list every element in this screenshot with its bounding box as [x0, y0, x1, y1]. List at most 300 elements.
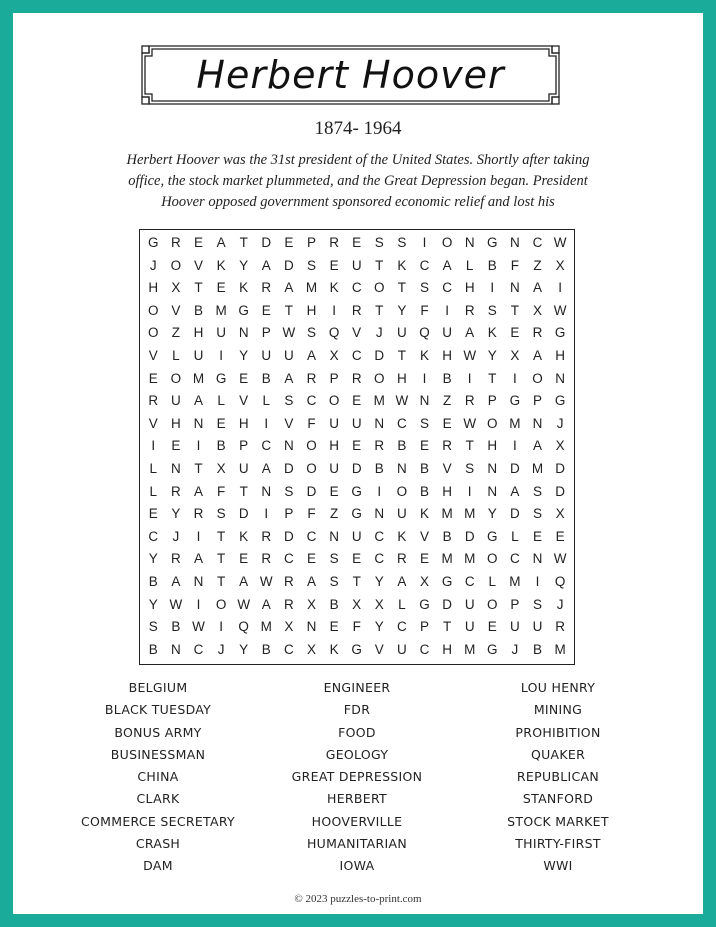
grid-letter: A — [239, 574, 249, 589]
grid-letter: S — [329, 574, 339, 589]
grid-letter: W — [169, 596, 183, 612]
grid-letter: R — [171, 235, 181, 250]
grid-letter: I — [219, 348, 223, 363]
word-list-item: QUAKER — [530, 746, 586, 762]
grid-letter: X — [510, 348, 520, 363]
word-list-item: BLACK TUESDAY — [104, 702, 212, 718]
grid-letter: P — [419, 619, 429, 635]
grid-letter: D — [306, 483, 317, 499]
grid-letter: W — [553, 302, 567, 318]
word-list-item: BUSINESSMAN — [110, 746, 206, 762]
grid-letter: A — [306, 348, 316, 363]
title-banner — [139, 43, 562, 107]
grid-letter: T — [216, 574, 226, 589]
grid-letter: A — [510, 483, 520, 499]
grid-row — [140, 481, 574, 504]
grid-row — [140, 322, 574, 345]
grid-letter: K — [419, 348, 429, 363]
grid-letter: S — [532, 596, 542, 612]
grid-letter: P — [239, 438, 249, 454]
grid-letter: K — [329, 280, 339, 296]
grid-letter: P — [261, 325, 271, 341]
grid-letter: K — [329, 641, 339, 657]
grid-letter: C — [261, 438, 272, 454]
grid-letter: H — [464, 280, 475, 296]
grid-letter: Y — [171, 506, 181, 522]
grid-letter: J — [511, 641, 519, 657]
word-list-item: CRASH — [135, 836, 181, 852]
grid-letter: R — [261, 528, 272, 544]
grid-letter: A — [532, 348, 542, 363]
grid-letter: C — [464, 574, 475, 589]
grid-letter: R — [351, 302, 362, 318]
grid-letter: E — [510, 325, 520, 341]
grid-letter: G — [487, 235, 498, 250]
word-list-column-1 — [43, 677, 273, 878]
grid-row — [140, 368, 574, 391]
word-list-item: MINING — [533, 702, 583, 718]
grid-letter: T — [239, 483, 248, 499]
grid-letter: L — [149, 461, 158, 476]
grid-letter: K — [487, 325, 497, 341]
grid-letter: B — [329, 596, 339, 612]
grid-letter: G — [148, 235, 159, 250]
grid-letter: E — [239, 551, 249, 567]
grid-letter: H — [442, 641, 452, 657]
grid-letter: R — [374, 438, 385, 454]
word-list-item: REPUBLICAN — [516, 769, 600, 785]
word-list-item: THIRTY-FIRST — [515, 836, 601, 852]
grid-letter: T — [216, 528, 226, 544]
grid-letter: A — [532, 438, 542, 454]
grid-letter: I — [332, 302, 336, 318]
grid-row — [140, 639, 574, 662]
grid-letter: E — [352, 438, 362, 454]
grid-letter: E — [148, 506, 158, 522]
grid-letter: X — [532, 302, 542, 318]
grid-letter: U — [397, 641, 407, 657]
grid-letter: W — [463, 415, 477, 431]
grid-letter: S — [284, 393, 294, 409]
grid-letter: S — [306, 325, 316, 341]
grid-letter: A — [465, 325, 475, 341]
grid-letter: W — [237, 596, 251, 612]
grid-letter: P — [487, 393, 497, 409]
grid-letter: S — [487, 302, 497, 318]
grid-letter: L — [149, 483, 158, 499]
grid-letter: N — [374, 415, 385, 431]
grid-letter: H — [487, 438, 498, 454]
page-title: Herbert Hoover — [196, 53, 505, 97]
word-list-item: LOU HENRY — [520, 680, 596, 695]
grid-letter: N — [532, 415, 543, 431]
grid-letter: A — [261, 257, 271, 273]
grid-letter: R — [261, 551, 272, 567]
word-list-item: DAM — [143, 858, 173, 874]
grid-letter: B — [216, 438, 226, 454]
word-list-item: STANFORD — [522, 791, 594, 807]
grid-letter: O — [374, 370, 385, 386]
grid-letter: M — [305, 280, 318, 296]
grid-letter: U — [216, 325, 226, 341]
grid-letter: X — [284, 619, 294, 635]
grid-letter: U — [464, 619, 475, 635]
grid-letter: G — [215, 370, 227, 386]
grid-letter: I — [467, 483, 472, 499]
grid-letter: U — [532, 619, 543, 635]
grid-letter: B — [261, 641, 271, 657]
word-list-item: GREAT DEPRESSION — [291, 769, 423, 785]
grid-letter: V — [193, 257, 203, 273]
word-list-item: FDR — [343, 702, 371, 718]
grid-letter: D — [510, 506, 520, 522]
grid-letter: P — [284, 506, 294, 522]
grid-letter: E — [261, 302, 271, 318]
grid-row — [140, 503, 574, 526]
grid-letter: R — [532, 325, 543, 341]
grid-letter: S — [465, 461, 475, 476]
word-list-item: BELGIUM — [128, 680, 188, 695]
grid-letter: G — [487, 641, 498, 657]
grid-letter: E — [487, 619, 497, 635]
grid-letter: A — [261, 461, 271, 476]
grid-letter: X — [555, 257, 565, 273]
grid-letter: O — [328, 393, 340, 409]
grid-row — [140, 526, 574, 549]
grid-letter: N — [487, 461, 498, 476]
grid-letter: O — [487, 551, 498, 567]
grid-letter: E — [306, 551, 316, 567]
grid-letter: G — [238, 302, 249, 318]
grid-letter: Y — [148, 596, 158, 612]
grid-letter: K — [419, 506, 429, 522]
grid-letter: O — [306, 438, 317, 454]
grid-letter: H — [442, 483, 452, 499]
grid-letter: W — [282, 325, 296, 341]
grid-letter: A — [193, 393, 203, 409]
grid-letter: U — [193, 348, 204, 363]
word-search-grid — [139, 229, 575, 665]
grid-letter: G — [509, 393, 521, 409]
grid-letter: U — [351, 528, 362, 544]
grid-letter: S — [284, 483, 294, 499]
grid-letter: O — [487, 415, 498, 431]
grid-letter: O — [441, 235, 453, 250]
grid-letter: D — [374, 348, 385, 363]
grid-letter: O — [487, 596, 498, 612]
grid-row — [140, 435, 574, 458]
grid-letter: Z — [442, 393, 452, 409]
grid-letter: S — [419, 415, 429, 431]
word-list-item: HOOVERVILLE — [311, 813, 403, 829]
grid-letter: T — [397, 280, 407, 296]
grid-letter: M — [531, 461, 544, 476]
grid-letter: G — [554, 393, 566, 409]
grid-letter: E — [352, 551, 362, 567]
grid-letter: C — [306, 393, 317, 409]
grid-letter: X — [374, 596, 384, 612]
grid-letter: R — [284, 574, 294, 589]
grid-letter: F — [352, 619, 361, 635]
grid-letter: H — [171, 415, 181, 431]
word-list-item: HERBERT — [327, 791, 387, 807]
grid-letter: U — [238, 461, 249, 476]
grid-letter: Y — [239, 348, 249, 363]
grid-letter: X — [306, 596, 316, 612]
grid-letter: H — [397, 370, 407, 386]
grid-letter: I — [490, 280, 495, 296]
grid-letter: C — [284, 641, 294, 657]
grid-letter: V — [148, 415, 158, 431]
grid-letter: X — [352, 596, 362, 612]
grid-letter: I — [196, 438, 201, 454]
grid-letter: F — [307, 415, 316, 431]
grid-row — [140, 390, 574, 413]
grid-letter: E — [419, 438, 429, 454]
grid-letter: C — [351, 280, 362, 296]
grid-letter: E — [148, 370, 158, 386]
grid-letter: R — [442, 438, 452, 454]
word-list-item: FOOD — [338, 724, 376, 740]
grid-letter: S — [374, 235, 384, 250]
grid-letter: K — [397, 528, 407, 544]
grid-row — [140, 413, 574, 436]
word-list-item: COMMERCE SECRETARY — [81, 813, 235, 829]
grid-letter: C — [510, 551, 520, 567]
grid-letter: R — [148, 393, 159, 409]
grid-letter: C — [419, 257, 430, 273]
grid-letter: S — [532, 506, 542, 522]
grid-letter: A — [532, 280, 542, 296]
grid-letter: A — [306, 574, 316, 589]
grid-letter: B — [193, 302, 203, 318]
grid-letter: A — [193, 483, 203, 499]
grid-letter: C — [419, 641, 430, 657]
grid-letter: S — [532, 483, 542, 499]
grid-letter: I — [151, 438, 156, 454]
grid-letter: U — [351, 257, 362, 273]
grid-letter: E — [532, 528, 542, 544]
grid-letter: F — [420, 302, 429, 318]
grid-letter: I — [422, 370, 427, 386]
grid-letter: G — [487, 528, 498, 544]
grid-letter: H — [329, 438, 339, 454]
word-list-item: CHINA — [137, 769, 179, 785]
grid-letter: U — [261, 348, 272, 363]
grid-letter: I — [264, 506, 269, 522]
grid-letter: E — [419, 551, 429, 567]
grid-letter: Y — [487, 348, 497, 363]
grid-letter: H — [442, 348, 452, 363]
grid-letter: E — [329, 619, 339, 635]
grid-letter: J — [556, 415, 564, 431]
grid-letter: T — [352, 574, 361, 589]
grid-letter: T — [216, 551, 226, 567]
grid-letter: N — [238, 325, 249, 341]
grid-letter: B — [442, 370, 452, 386]
word-list-column-3 — [443, 677, 673, 878]
grid-row — [140, 277, 574, 300]
grid-letter: R — [306, 370, 317, 386]
grid-letter: U — [442, 325, 452, 341]
grid-letter: N — [261, 483, 272, 499]
grid-letter: N — [171, 641, 181, 657]
grid-letter: X — [419, 574, 429, 589]
grid-letter: J — [217, 641, 225, 657]
grid-letter: N — [532, 551, 543, 567]
grid-letter: G — [441, 574, 453, 589]
grid-letter: M — [464, 641, 476, 657]
grid-letter: B — [374, 461, 384, 476]
grid-letter: W — [553, 551, 567, 567]
grid-letter: M — [260, 619, 272, 635]
grid-letter: D — [261, 235, 272, 250]
grid-letter: D — [284, 461, 294, 476]
grid-letter: A — [193, 551, 203, 567]
grid-letter: R — [171, 483, 181, 499]
word-list-item: CLARK — [136, 791, 180, 807]
grid-letter: C — [148, 528, 159, 544]
grid-letter: T — [488, 370, 497, 386]
grid-row — [140, 300, 574, 323]
grid-letter: I — [513, 370, 517, 386]
grid-letter: U — [284, 348, 294, 363]
grid-letter: Y — [397, 302, 407, 318]
grid-letter: L — [398, 596, 406, 612]
grid-row — [140, 616, 574, 639]
grid-letter: D — [284, 528, 294, 544]
grid-letter: A — [261, 596, 271, 612]
grid-letter: G — [419, 596, 430, 612]
grid-letter: D — [284, 257, 294, 273]
grid-letter: N — [555, 370, 565, 386]
grid-letter: M — [192, 370, 205, 386]
grid-letter: E — [329, 483, 339, 499]
grid-letter: B — [487, 257, 497, 273]
grid-letter: R — [351, 370, 362, 386]
grid-letter: G — [554, 325, 566, 341]
grid-letter: Y — [239, 257, 249, 273]
grid-letter: T — [465, 438, 474, 454]
grid-letter: O — [374, 280, 385, 296]
grid-letter: Q — [238, 619, 249, 635]
grid-letter: W — [259, 574, 273, 589]
grid-letter: Q — [554, 574, 566, 589]
grid-letter: S — [329, 551, 339, 567]
grid-letter: I — [264, 415, 269, 431]
years-subtitle: 1874- 1964 — [314, 118, 402, 139]
grid-letter: C — [442, 280, 452, 296]
grid-letter: P — [329, 370, 339, 386]
grid-letter: L — [172, 348, 180, 363]
word-list-column-2 — [242, 677, 472, 878]
grid-letter: Y — [374, 574, 384, 589]
grid-letter: V — [239, 393, 249, 409]
grid-letter: O — [170, 257, 182, 273]
grid-letter: C — [374, 551, 385, 567]
grid-letter: L — [465, 257, 474, 273]
grid-letter: I — [513, 438, 517, 454]
grid-letter: R — [284, 596, 294, 612]
grid-letter: J — [149, 257, 157, 273]
grid-letter: T — [284, 302, 294, 318]
grid-letter: K — [216, 257, 226, 273]
grid-letter: P — [532, 393, 542, 409]
grid-letter: T — [375, 257, 384, 273]
grid-letter: N — [193, 415, 204, 431]
grid-letter: B — [419, 461, 429, 476]
grid-letter: I — [535, 574, 540, 589]
grid-letter: N — [329, 528, 339, 544]
grid-letter: V — [171, 302, 181, 318]
grid-letter: Z — [171, 325, 181, 341]
grid-letter: V — [352, 325, 362, 341]
grid-letter: H — [238, 415, 249, 431]
word-list-item: ENGINEER — [323, 680, 391, 695]
intro-paragraph: Herbert Hoover was the 31st president of the United States. Shortly after taking office, the stock market plummeted, and the Great Depression began. President Hoover opposed government sponsored economic relief and lost his — [126, 152, 590, 210]
grid-letter: V — [148, 348, 158, 363]
grid-letter: C — [193, 641, 204, 657]
grid-letter: Z — [533, 257, 542, 273]
grid-letter: U — [329, 461, 339, 476]
grid-letter: X — [555, 438, 565, 454]
grid-letter: N — [284, 438, 294, 454]
grid-letter: K — [397, 257, 407, 273]
grid-letter: C — [532, 235, 543, 250]
grid-letter: R — [464, 393, 475, 409]
grid-letter: R — [171, 551, 181, 567]
grid-letter: V — [419, 528, 429, 544]
grid-letter: M — [464, 506, 476, 522]
grid-letter: N — [306, 619, 317, 635]
grid-letter: I — [558, 280, 562, 296]
grid-letter: I — [422, 235, 427, 250]
grid-letter: C — [351, 348, 362, 363]
grid-letter: R — [464, 302, 475, 318]
grid-letter: H — [193, 325, 204, 341]
grid-letter: C — [374, 528, 385, 544]
grid-letter: L — [488, 574, 497, 589]
grid-letter: E — [555, 528, 565, 544]
word-list-item: HUMANITARIAN — [306, 836, 407, 852]
grid-letter: P — [510, 596, 520, 612]
grid-letter: D — [351, 461, 362, 476]
grid-letter: A — [397, 574, 407, 589]
grid-letter: H — [306, 302, 317, 318]
grid-letter: A — [216, 235, 226, 250]
grid-letter: R — [555, 619, 565, 635]
grid-letter: R — [397, 551, 407, 567]
grid-letter: O — [170, 370, 182, 386]
grid-letter: W — [553, 235, 567, 250]
grid-letter: B — [532, 641, 542, 657]
grid-letter: B — [148, 641, 158, 657]
grid-letter: O — [148, 325, 159, 341]
grid-letter: E — [352, 235, 362, 250]
grid-letter: V — [374, 641, 384, 657]
grid-letter: T — [510, 302, 520, 318]
grid-letter: Q — [419, 325, 430, 341]
grid-letter: J — [375, 325, 383, 341]
grid-letter: T — [239, 235, 248, 250]
word-list-item: STOCK MARKET — [507, 813, 609, 829]
grid-letter: N — [487, 483, 498, 499]
grid-letter: E — [352, 393, 362, 409]
grid-letter: A — [171, 574, 181, 589]
grid-letter: E — [171, 438, 181, 454]
grid-letter: W — [463, 348, 477, 363]
grid-letter: N — [397, 461, 407, 476]
